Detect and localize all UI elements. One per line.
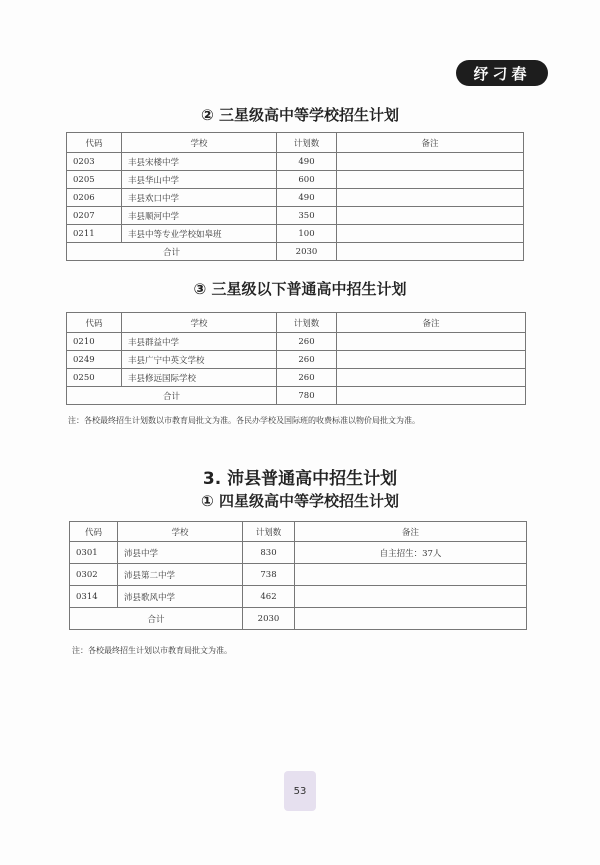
cell-school: 丰县华山中学 [122, 171, 277, 189]
cell-remark [337, 333, 526, 351]
table-header-row [67, 133, 524, 153]
cell-school: 沛县歌风中学 [118, 586, 243, 608]
total-label: 合计 [70, 608, 243, 630]
section3-heading: 3. 沛县普通高中招生计划 [202, 469, 398, 489]
cell-remark [337, 369, 526, 387]
cell-remark [337, 225, 524, 243]
cell-school: 沛县中学 [118, 542, 243, 564]
section1-title: ② 三星级高中等学校招生计划 [201, 106, 399, 124]
header-plan: 计划数 [277, 313, 337, 333]
total-remark [337, 387, 526, 405]
cell-school: 丰县修远国际学校 [122, 369, 277, 387]
table-row [67, 189, 524, 207]
cell-code: 0301 [70, 542, 118, 564]
table-header-row [67, 313, 526, 333]
table-row [70, 542, 527, 564]
section2-title: ③ 三星级以下普通高中招生计划 [193, 280, 407, 298]
cell-plan: 260 [277, 369, 337, 387]
cell-code: 0207 [67, 207, 122, 225]
cell-plan: 100 [277, 225, 337, 243]
cell-plan: 350 [277, 207, 337, 225]
header-school: 学校 [118, 522, 243, 542]
cell-code: 0211 [67, 225, 122, 243]
header-code: 代码 [70, 522, 118, 542]
table-row [67, 351, 526, 369]
cell-code: 0249 [67, 351, 122, 369]
cell-school: 丰县群益中学 [122, 333, 277, 351]
table-row [70, 586, 527, 608]
cell-remark [337, 189, 524, 207]
cell-school: 丰县欢口中学 [122, 189, 277, 207]
section1-table [66, 132, 524, 261]
table-row [67, 171, 524, 189]
table-row [67, 369, 526, 387]
header-remark: 备注 [337, 313, 526, 333]
cell-remark [337, 351, 526, 369]
cell-code: 0210 [67, 333, 122, 351]
cell-plan: 490 [277, 189, 337, 207]
section2-note: 注：各校最终招生计划数以市教育局批文为准。各民办学校及国际班的收费标准以物价局批文为准。 [68, 416, 420, 425]
table-row [67, 207, 524, 225]
cell-school: 丰县广宁中英文学校 [122, 351, 277, 369]
total-remark [337, 243, 524, 261]
cell-code: 0302 [70, 564, 118, 586]
cell-plan: 600 [277, 171, 337, 189]
cell-school: 丰县宋楼中学 [122, 153, 277, 171]
cell-remark [295, 586, 527, 608]
total-row [67, 243, 524, 261]
cell-code: 0314 [70, 586, 118, 608]
chapter-logo-text: 纾刁舂 [473, 64, 531, 83]
table-header-row [70, 522, 527, 542]
cell-plan: 830 [243, 542, 295, 564]
header-remark: 备注 [295, 522, 527, 542]
header-school: 学校 [122, 133, 277, 153]
table-row [67, 333, 526, 351]
header-remark: 备注 [337, 133, 524, 153]
total-value: 780 [277, 387, 337, 405]
cell-remark [337, 153, 524, 171]
table-row [67, 153, 524, 171]
table-row [67, 225, 524, 243]
cell-plan: 260 [277, 351, 337, 369]
header-code: 代码 [67, 313, 122, 333]
cell-remark: 自主招生：37人 [295, 542, 527, 564]
total-value: 2030 [243, 608, 295, 630]
table-row [70, 564, 527, 586]
total-label: 合计 [67, 387, 277, 405]
total-remark [295, 608, 527, 630]
chapter-logo [456, 60, 548, 86]
cell-remark [295, 564, 527, 586]
header-code: 代码 [67, 133, 122, 153]
section3-note: 注：各校最终招生计划以市教育局批文为准。 [72, 646, 232, 655]
header-plan: 计划数 [243, 522, 295, 542]
cell-plan: 260 [277, 333, 337, 351]
cell-code: 0206 [67, 189, 122, 207]
total-value: 2030 [277, 243, 337, 261]
cell-code: 0250 [67, 369, 122, 387]
cell-plan: 462 [243, 586, 295, 608]
cell-school: 丰县中等专业学校如皋班 [122, 225, 277, 243]
section2-table [66, 312, 526, 405]
page-number: 53 [293, 786, 307, 797]
section3-title: ① 四星级高中等学校招生计划 [201, 492, 399, 510]
total-row [67, 387, 526, 405]
cell-code: 0205 [67, 171, 122, 189]
cell-school: 丰县顺河中学 [122, 207, 277, 225]
page-number-tab [284, 771, 316, 811]
header-school: 学校 [122, 313, 277, 333]
cell-plan: 738 [243, 564, 295, 586]
cell-school: 沛县第二中学 [118, 564, 243, 586]
cell-plan: 490 [277, 153, 337, 171]
cell-remark [337, 207, 524, 225]
total-row [70, 608, 527, 630]
cell-remark [337, 171, 524, 189]
total-label: 合计 [67, 243, 277, 261]
section3-table [69, 521, 527, 630]
header-plan: 计划数 [277, 133, 337, 153]
cell-code: 0203 [67, 153, 122, 171]
